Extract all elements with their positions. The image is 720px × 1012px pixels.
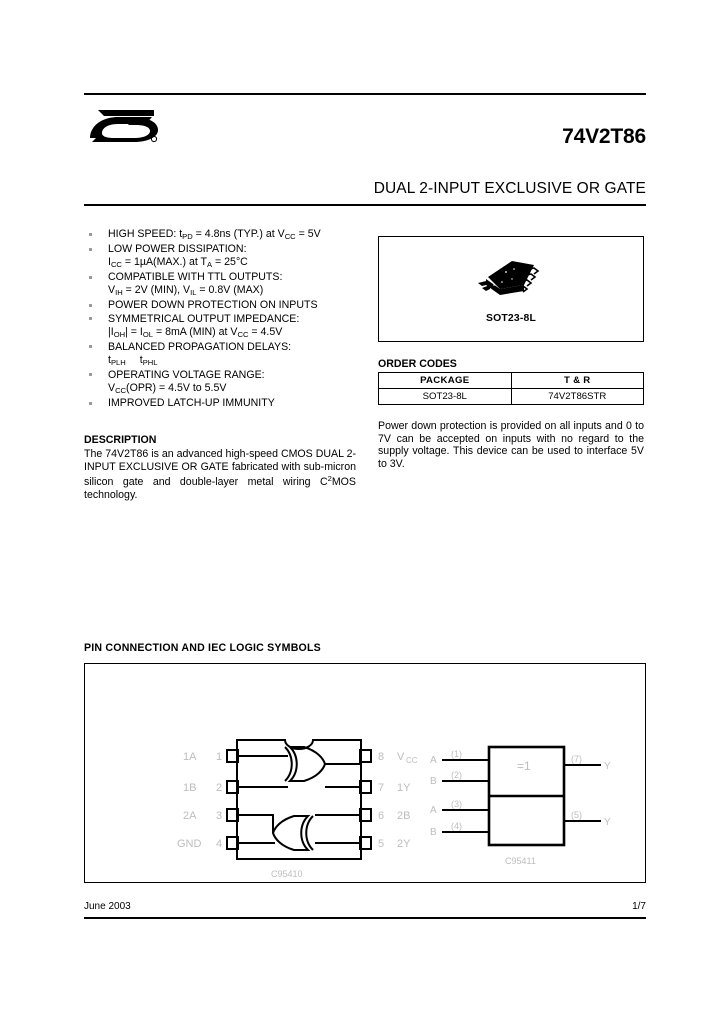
feature-text: BALANCED PROPAGATION DELAYS: bbox=[108, 340, 292, 353]
svg-text:(2): (2) bbox=[451, 770, 462, 780]
feature-item-low-power bbox=[84, 243, 362, 256]
bullet-icon bbox=[89, 317, 92, 320]
bullet-icon bbox=[89, 304, 92, 307]
bullet-icon bbox=[89, 276, 92, 279]
svg-text:8: 8 bbox=[378, 751, 385, 763]
feature-text: V bbox=[108, 382, 116, 395]
subscript: A bbox=[207, 260, 213, 270]
bullet-icon bbox=[89, 373, 92, 376]
description-text: MOS technology. bbox=[84, 476, 356, 501]
package-illustration-box bbox=[378, 236, 644, 342]
description-text: The 74V2T86 is an advanced high-speed CMOS DUAL 2-INPUT EXCLUSIVE OR GATE fabricated with sub-micron silicon gate and double-layer metal wiring C bbox=[84, 448, 356, 489]
svg-text:A: A bbox=[430, 755, 437, 766]
feature-text: = 5V bbox=[295, 228, 321, 240]
feature-text: I bbox=[108, 256, 111, 269]
order-codes-heading: ORDER CODES bbox=[378, 358, 457, 370]
svg-text:GND: GND bbox=[177, 838, 202, 850]
feature-item-symmetrical-impedance bbox=[84, 313, 362, 326]
svg-text:Y: Y bbox=[604, 761, 611, 772]
pin-connection-diagrams bbox=[85, 664, 645, 882]
feature-text: = 1µA(MAX.) at T bbox=[121, 256, 208, 269]
svg-text:(3): (3) bbox=[451, 799, 462, 809]
pin-connection-heading: PIN CONNECTION AND IEC LOGIC SYMBOLS bbox=[84, 642, 321, 654]
svg-text:Y: Y bbox=[604, 817, 611, 828]
dip-pin-diagram bbox=[177, 740, 418, 879]
order-codes-table bbox=[378, 372, 644, 405]
subscript: PD bbox=[182, 232, 193, 241]
svg-text:(1): (1) bbox=[451, 749, 462, 759]
feature-text: IMPROVED LATCH-UP IMMUNITY bbox=[108, 397, 275, 410]
column-header-package: PACKAGE bbox=[379, 373, 512, 389]
sot23-8l-package-drawing bbox=[472, 255, 550, 301]
package-label: SOT23-8L bbox=[485, 313, 537, 324]
feature-text: = 4.5V bbox=[248, 325, 283, 338]
feature-text: POWER DOWN PROTECTION ON INPUTS bbox=[108, 299, 318, 312]
description-body bbox=[84, 448, 356, 501]
svg-text:1B: 1B bbox=[183, 782, 197, 794]
page-subtitle: DUAL 2-INPUT EXCLUSIVE OR GATE bbox=[373, 180, 646, 197]
feature-text: SYMMETRICAL OUTPUT IMPEDANCE: bbox=[108, 312, 300, 325]
cell-tr-code: 74V2T86STR bbox=[511, 389, 644, 405]
footer-rule bbox=[84, 917, 646, 919]
header-bottom-rule bbox=[84, 204, 646, 206]
iec-logic-symbol-diagram bbox=[430, 747, 611, 866]
svg-text:2A: 2A bbox=[183, 810, 197, 822]
svg-text:(4): (4) bbox=[451, 821, 462, 831]
subscript: CC bbox=[115, 386, 127, 396]
svg-text:(5): (5) bbox=[571, 810, 582, 820]
subscript: PLH bbox=[110, 357, 126, 367]
subscript: IH bbox=[115, 288, 123, 298]
power-down-description: Power down protection is provided on all inputs and 0 to 7V can be accepted on inputs with no regard to the supply voltage. This device can be used to interface 5V to 3V. bbox=[378, 420, 644, 470]
svg-text:V: V bbox=[397, 751, 405, 763]
feature-text: = 0.8V (MAX) bbox=[196, 284, 264, 297]
svg-text:A: A bbox=[430, 805, 437, 816]
subscript: OL bbox=[142, 329, 154, 339]
feature-text: = 25°C bbox=[212, 256, 248, 269]
st-logo bbox=[88, 104, 160, 144]
feature-item-latch-up bbox=[84, 397, 362, 410]
cell-package: SOT23-8L bbox=[379, 389, 512, 405]
svg-text:1: 1 bbox=[216, 751, 223, 763]
bullet-icon bbox=[89, 402, 92, 405]
bullet-icon bbox=[89, 345, 92, 348]
feature-text: COMPATIBLE WITH TTL OUTPUTS: bbox=[108, 271, 283, 284]
header-top-rule bbox=[84, 93, 646, 95]
svg-text:1Y: 1Y bbox=[397, 782, 411, 794]
svg-text:B: B bbox=[430, 776, 437, 787]
svg-text:2Y: 2Y bbox=[397, 838, 411, 850]
description-heading: DESCRIPTION bbox=[84, 434, 157, 446]
feature-subline-tplh bbox=[84, 354, 362, 369]
svg-text:5: 5 bbox=[378, 838, 385, 850]
svg-text:2B: 2B bbox=[397, 810, 411, 822]
feature-text: = 4.8ns (TYP.) at V bbox=[192, 228, 285, 240]
subscript: IL bbox=[190, 288, 197, 298]
feature-subline-icc bbox=[84, 256, 362, 271]
pin-connection-box bbox=[84, 663, 646, 883]
svg-text:=1: =1 bbox=[517, 759, 531, 773]
feature-text: | = I bbox=[125, 325, 143, 338]
feature-subline-vcc-opr bbox=[84, 382, 362, 397]
feature-text: (OPR) = 4.5V to 5.5V bbox=[126, 382, 227, 395]
feature-item-operating-voltage bbox=[84, 369, 362, 382]
page-title: 74V2T86 bbox=[562, 125, 646, 148]
feature-subline-ioh bbox=[84, 326, 362, 341]
feature-text: OPERATING VOLTAGE RANGE: bbox=[108, 368, 265, 381]
column-header-tr: T & R bbox=[511, 373, 644, 389]
svg-text:C95410: C95410 bbox=[271, 869, 303, 879]
footer-page-number: 1/7 bbox=[632, 901, 646, 912]
bullet-icon bbox=[89, 233, 92, 236]
subscript: CC bbox=[284, 232, 296, 241]
feature-text: LOW POWER DISSIPATION: bbox=[108, 243, 247, 256]
feature-text: V bbox=[108, 284, 116, 297]
feature-item-ttl-compatible bbox=[84, 271, 362, 284]
superscript: 2 bbox=[327, 474, 332, 484]
svg-text:B: B bbox=[430, 827, 437, 838]
svg-text:C95411: C95411 bbox=[505, 856, 536, 866]
feature-subline-vih bbox=[84, 284, 362, 299]
feature-text: |I bbox=[108, 325, 114, 338]
feature-item-high-speed bbox=[84, 228, 362, 243]
bullet-icon bbox=[89, 248, 92, 251]
subscript: OH bbox=[113, 329, 126, 339]
table-row bbox=[379, 389, 644, 405]
subscript: CC bbox=[237, 329, 249, 339]
svg-text:(7): (7) bbox=[571, 754, 582, 764]
svg-text:6: 6 bbox=[378, 810, 385, 822]
svg-text:1A: 1A bbox=[183, 751, 197, 763]
svg-text:4: 4 bbox=[216, 838, 223, 850]
svg-text:2: 2 bbox=[216, 782, 223, 794]
footer-date: June 2003 bbox=[84, 901, 131, 912]
feature-item-balanced-delays bbox=[84, 341, 362, 354]
feature-text: = 8mA (MIN) at V bbox=[153, 325, 238, 338]
feature-text: HIGH SPEED: t bbox=[108, 228, 183, 240]
features-list bbox=[84, 228, 362, 410]
feature-item-power-down bbox=[84, 299, 362, 312]
svg-text:3: 3 bbox=[216, 810, 223, 822]
table-header-row bbox=[379, 373, 644, 389]
svg-text:7: 7 bbox=[378, 782, 385, 794]
subscript: PHL bbox=[142, 357, 158, 367]
svg-text:CC: CC bbox=[406, 756, 418, 765]
feature-text: = 2V (MIN), V bbox=[122, 284, 191, 297]
feature-text: t bbox=[139, 353, 143, 366]
feature-text: t bbox=[108, 353, 111, 366]
subscript: CC bbox=[110, 260, 122, 270]
